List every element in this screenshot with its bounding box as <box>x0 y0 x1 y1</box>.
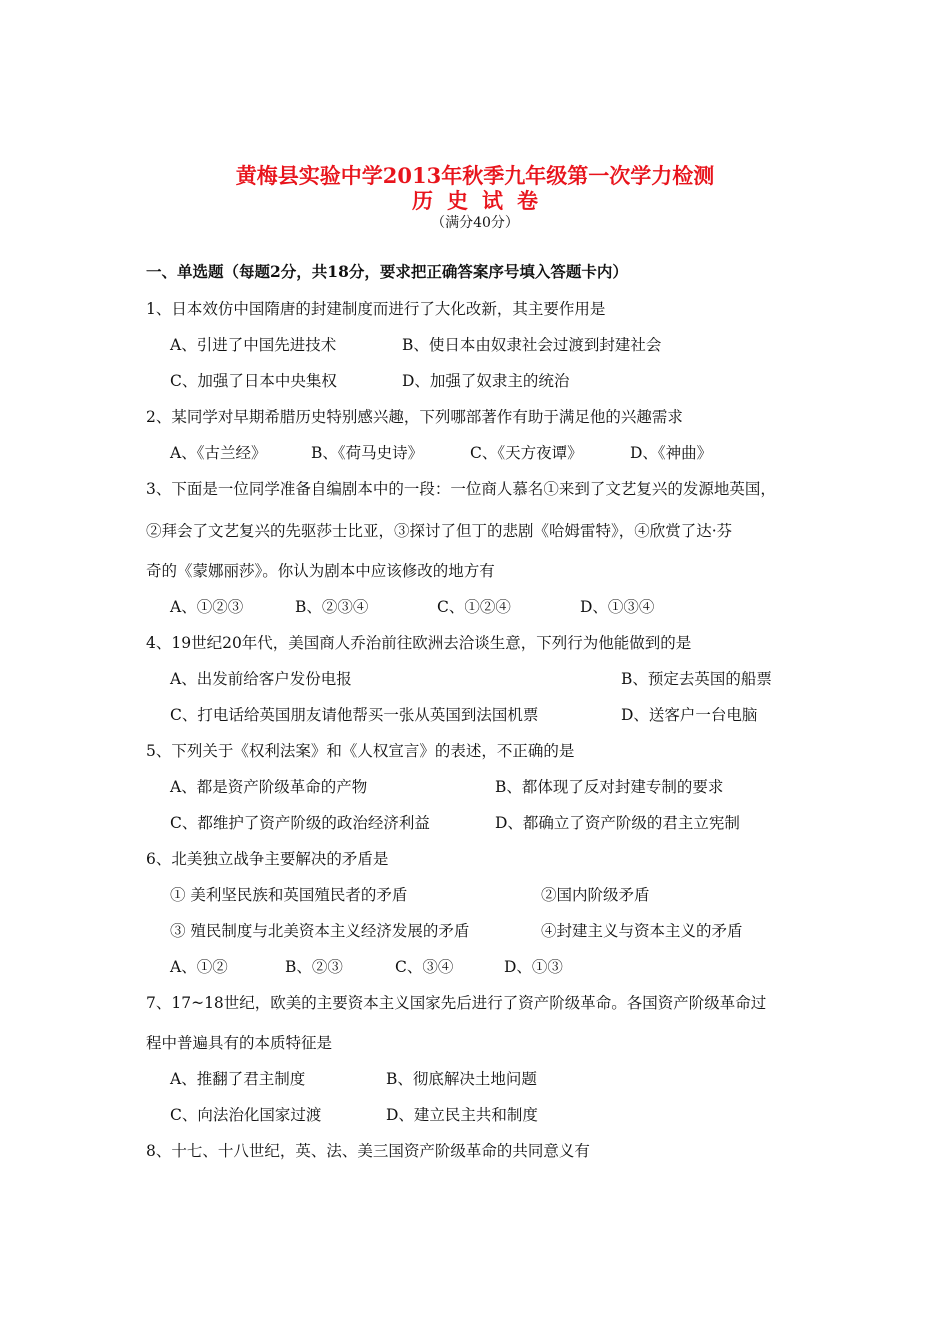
question-4-option-d: D、送客户一台电脑 <box>621 706 758 724</box>
exam-subject-title: 历史试卷 <box>412 188 552 213</box>
section-heading: 一、单选题（每题2分，共18分，要求把正确答案序号填入答题卡内） <box>146 262 628 281</box>
question-6-item-3: ③ 殖民制度与北美资本主义经济发展的矛盾 <box>170 922 470 940</box>
question-3-stem-line-2: ②拜会了文艺复兴的先驱莎士比亚，③探讨了但丁的悲剧《哈姆雷特》，④欣赏了达·芬 <box>146 522 733 540</box>
question-2-option-a: A、《古兰经》 <box>170 444 267 462</box>
question-2-option-b: B、《荷马史诗》 <box>311 444 424 462</box>
question-5-option-b: B、都体现了反对封建专制的要求 <box>495 778 724 796</box>
question-5-option-a: A、都是资产阶级革命的产物 <box>170 778 368 796</box>
question-4-option-b: B、预定去英国的船票 <box>621 670 772 688</box>
question-7-option-b: B、彻底解决土地问题 <box>386 1070 537 1088</box>
question-3-stem-line-1: 3、下面是一位同学准备自编剧本中的一段：一位商人慕名①来到了文艺复兴的发源地英国， <box>146 480 776 498</box>
question-6-item-4: ④封建主义与资本主义的矛盾 <box>541 922 743 940</box>
question-7-option-d: D、建立民主共和制度 <box>386 1106 538 1124</box>
question-3-option-a: A、①②③ <box>170 598 244 616</box>
question-7-stem-line-1: 7、17~18世纪，欧美的主要资本主义国家先后进行了资产阶级革命。各国资产阶级革命过 <box>146 994 767 1012</box>
exam-title: 黄梅县实验中学2013年秋季九年级第一次学力检测 <box>235 163 715 188</box>
question-6-option-d: D、①③ <box>504 958 563 976</box>
question-6-option-a: A、①② <box>170 958 228 976</box>
question-6-stem: 6、北美独立战争主要解决的矛盾是 <box>146 850 389 868</box>
question-5-option-d: D、都确立了资产阶级的君主立宪制 <box>495 814 740 832</box>
question-2-option-c: C、《天方夜谭》 <box>470 444 583 462</box>
question-4-option-c: C、打电话给英国朋友请他帮买一张从英国到法国机票 <box>170 706 539 724</box>
question-1-stem: 1、日本效仿中国隋唐的封建制度而进行了大化改新，其主要作用是 <box>146 300 606 318</box>
question-3-option-b: B、②③④ <box>295 598 369 616</box>
question-6-option-c: C、③④ <box>395 958 454 976</box>
question-3-option-d: D、①③④ <box>580 598 655 616</box>
question-2-option-d: D、《神曲》 <box>630 444 713 462</box>
question-8-stem: 8、十七、十八世纪，英、法、美三国资产阶级革命的共同意义有 <box>146 1142 590 1160</box>
question-6-option-b: B、②③ <box>285 958 343 976</box>
score-note: （满分40分） <box>431 215 519 231</box>
question-6-item-1: ① 美利坚民族和英国殖民者的矛盾 <box>170 886 408 904</box>
question-7-stem-line-2: 程中普遍具有的本质特征是 <box>146 1034 333 1052</box>
question-7-option-c: C、向法治化国家过渡 <box>170 1106 322 1124</box>
question-6-item-2: ②国内阶级矛盾 <box>541 886 650 904</box>
question-5-stem: 5、下列关于《权利法案》和《人权宣言》的表述，不正确的是 <box>146 742 575 760</box>
question-4-option-a: A、出发前给客户发份电报 <box>170 670 352 688</box>
question-4-stem: 4、19世纪20年代，美国商人乔治前往欧洲去洽谈生意，下列行为他能做到的是 <box>146 634 692 652</box>
question-1-option-a: A、引进了中国先进技术 <box>170 336 337 354</box>
question-1-option-c: C、加强了日本中央集权 <box>170 372 337 390</box>
question-2-stem: 2、某同学对早期希腊历史特别感兴趣，下列哪部著作有助于满足他的兴趣需求 <box>146 408 683 426</box>
question-1-option-d: D、加强了奴隶主的统治 <box>402 372 570 390</box>
question-3-option-c: C、①②④ <box>437 598 511 616</box>
question-3-stem-line-3: 奇的《蒙娜丽莎》。你认为剧本中应该修改的地方有 <box>146 562 495 580</box>
question-5-option-c: C、都维护了资产阶级的政治经济利益 <box>170 814 430 832</box>
question-1-option-b: B、使日本由奴隶社会过渡到封建社会 <box>402 336 662 354</box>
question-7-option-a: A、推翻了君主制度 <box>170 1070 306 1088</box>
